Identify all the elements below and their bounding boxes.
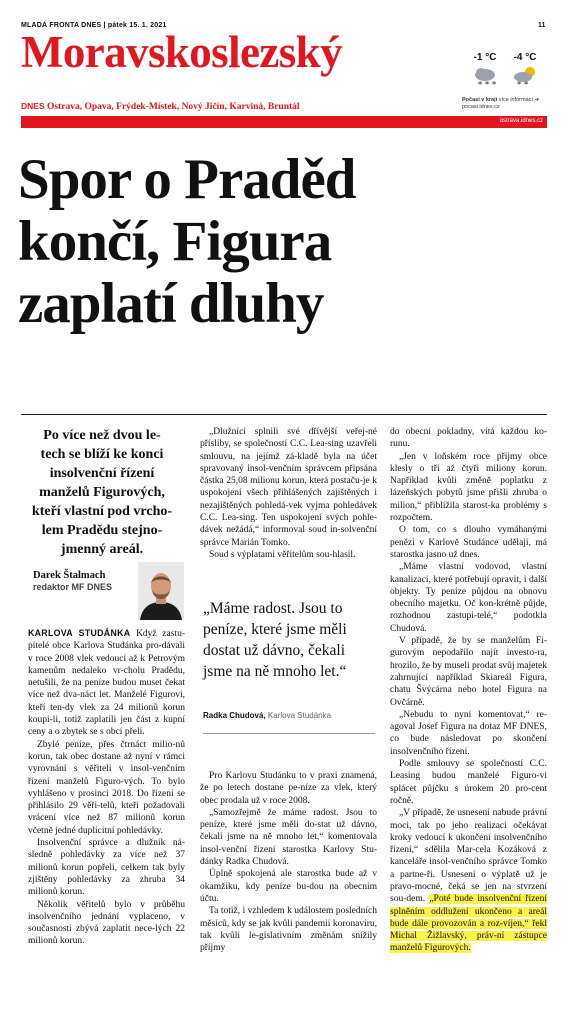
page-number: 11 xyxy=(538,22,546,29)
paragraph: Insolvenční správce a dlužník ná-sledně pohledávky za více než 37 milionů korun popřeli, celkem tak byly zjištěny pohledávky za zhruba 34 milionů korun. xyxy=(28,838,185,898)
arrow-right-icon: ➔ xyxy=(534,97,540,103)
sun-cloud-snow-icon xyxy=(512,66,538,88)
lead-paragraph xyxy=(27,426,177,559)
lead-line: insolvenční řízení xyxy=(49,466,155,481)
weather-today xyxy=(466,52,504,88)
headline-line: zaplatí dluhy xyxy=(18,272,324,335)
region-cities xyxy=(21,101,300,112)
author-role: redaktor MF DNES xyxy=(33,582,113,592)
weather-info[interactable] xyxy=(462,97,562,111)
paragraph: „Nebudu to nyní komentovat,“ re-agoval Josef Figura na dotaz MF DNES, co bude následovat po skončení insolvenčního řízení. xyxy=(390,709,547,757)
article-column-2 xyxy=(200,426,377,561)
edition-line: MLADÁ FRONTA DNES | pátek 15. 1. 2021 xyxy=(21,22,167,29)
pull-quote-source xyxy=(203,711,331,720)
paragraph: „Samozřejmě že máme radost. Jsou to peníze, které jsme měli do-stat už dávno, čekali jsme na ně mnoho let,“ komentovala insol-venční řízení starostka Karlovy Stu-dánky Radka Chudová. xyxy=(200,807,377,868)
weather-info-label: Počasí v kraji xyxy=(462,97,498,103)
paragraph: Ta totiž, i vzhledem k událostem posledních měsíců, kdy se jak kvůli pandemii koronaviru, tak kvůli le-gislativním změnám snížily příjmy xyxy=(200,906,377,954)
divider xyxy=(21,414,547,415)
headline xyxy=(18,149,558,335)
weather-tomorrow xyxy=(506,52,544,88)
paragraph-text: „V případě, že usnesení nabude právní moci, tak po jeho realizaci očekávat kroky vedoucí k ukončení insolvenčního řízení,“ sdělila Mar-cela Kozáková z kanceláře insol-venčního správce Tomko a partne-ři. Usnesení o výplatě už je pravo-mocné, čeká se jen na stvrzení sou-dem. xyxy=(390,808,547,905)
lead-line: Po více než dvou le- xyxy=(43,428,161,443)
cities-list: Ostrava, Opava, Frýdek-Místek, Nový Jičín, Karviná, Bruntál xyxy=(47,102,300,112)
paragraph: V případě, že by se manželům Fi-gurovým nepodařilo najít investo-ra, hrozilo, že by museli prodat svůj majetek zahrnující například Skiareál Figura, chatu Švýcárna nebo hotel Figura na Ovčárně. xyxy=(390,636,547,708)
svg-text:* * *: * * * xyxy=(478,80,497,88)
author-photo xyxy=(138,562,184,620)
headline-line: končí, Figura xyxy=(18,210,332,273)
pull-quote: „Máme radost. Jsou to peníze, které jsme měli dostat už dávno, čekali jsme na ně mnoho let.“ xyxy=(203,600,347,680)
paragraph xyxy=(390,807,547,955)
pull-quote-place: Karlova Studánka xyxy=(267,711,332,720)
weather-today-temp: -1 °C xyxy=(473,52,497,63)
quote-divider xyxy=(203,733,375,734)
lead-line: tech se blíží ke konci xyxy=(40,447,164,462)
section-bar xyxy=(21,116,547,128)
article-column-1 xyxy=(28,628,185,948)
paragraph: do obecní pokladny, vítá každou ko-runu. xyxy=(390,427,547,450)
site-link[interactable]: ostrava.idnes.cz xyxy=(499,118,543,124)
lead-line: jmenný areál. xyxy=(60,542,144,557)
paragraph: O tom, co s dlouho vymáhanými penězi v Karlově Studánce udělají, má starostka jasno už dnes. xyxy=(390,525,547,560)
dnes-tag: DNES xyxy=(21,101,45,111)
paragraph: Soud s výplatami věřitelům sou-hlasil. xyxy=(209,549,356,560)
paragraph: „Jen v loňském roce příjmy obce klesly o tři až čtyři miliony korun. Například kvůli změně poplatku z lázeňských pobytů jsme přišli zhruba o milion,“ přiblížila starost-ka problémy s rozpočtem. xyxy=(390,451,547,524)
paragraph: Zbylé peníze, přes čtrnáct milio-nů korun, tak obec dostane až nyní v rámci vyrovnání s věřiteli v insol-venčním řízení manželů Figuro-vých. To bylo vyhlášeno v prosinci 2018. Do řízení se přihlásilo 29 věři-telů, kteří požadovali vrácení více než 87 milionů korun včetně jedné duplicitní pohledávky. xyxy=(28,739,185,836)
highlighted-quote: „Poté bude insolvenční řízení splněním oddlužení ukončeno a areál bude dále provozován a roz-víjen,“ řekl Michal Žižlavský, práv-ní zástupce manželů Figurových. xyxy=(390,894,548,954)
lead-line: lem Pradědu stejno- xyxy=(41,523,163,538)
headline-line: Spor o Praděd xyxy=(18,148,356,211)
article-column-2-continued xyxy=(200,770,377,954)
paragraph: Podle smlouvy se společností C.C. Leasing budou manželé Figuro-vi splácet půjčku s úrokem 20 pro-cent ročně. xyxy=(390,759,547,806)
paragraph: Několik věřitelů bylo v průběhu insolvenčního jednání vyplaceno, v současnosti zbývá zaplatit nece-lých 22 milionů korun. xyxy=(28,899,185,947)
paragraph xyxy=(28,628,185,739)
lead-line: kteří vlastní pod vrcho- xyxy=(31,504,173,519)
article-column-3 xyxy=(390,426,547,955)
weather-tomorrow-temp: -4 °C xyxy=(513,52,537,63)
svg-text:* *: * * xyxy=(517,80,529,88)
dateline: KARLOVA STUDÁNKA xyxy=(28,628,131,638)
paragraph-text: Když zastu-pitelé obce Karlova Studánka pro-dávali v roce 2008 vlek vedoucí až k Petrovým kamenům nedaleko vr-cholu Pradědu, netušili, že na peníze budou muset čekat více než dva-náct let. Manželé Figurovi, kteří ten-dy vlek za 24 milionů korun koupi-li, totiž zaplatili jen část z kupní ceny a o zbytek se s obcí přeli. xyxy=(28,629,185,738)
paragraph: Pro Karlovu Studánku to v praxi znamená, že po letech dostane pe-níze za vlek, který obec prodala už v roce 2008. xyxy=(200,771,377,806)
cloud-snow-icon xyxy=(472,66,498,88)
paragraph: Úplně spokojená ale starostka bude až v okamžiku, kdy peníze bu-dou na obecním účtu. xyxy=(200,869,377,904)
masthead-title: Moravskoslezský xyxy=(21,27,342,77)
paragraph: „Dlužníci splnili své dřívější veřej-né přísliby, se společností C.C. Lea-sing uzavřeli smlouvu, na jejímž zá-kladě byla na účet spravovaný insol-venčním správcem připsána částka 25,08 milionu korun, která postaču-je k uspokojení všech přihlášených zajištěných i nezajištěných pohledá-vek vyjma pohledávek C.C. Lea-sing. Ten uspokojení svých pohle-dávek nežádá,“ informoval soud in-solvenční správce Marián Tomko. xyxy=(200,427,377,548)
pull-quote-name: Radka Chudová, xyxy=(203,711,266,720)
lead-line: manželů Figurových, xyxy=(39,485,165,500)
author-byline xyxy=(33,569,112,592)
weather-info-site: pocasi.idnes.cz xyxy=(462,103,500,110)
author-name: Darek Štalmach xyxy=(33,570,106,581)
paragraph: „Máme vlastní vodovod, vlastní kanalizaci, které potřebují opravit, i další objekty. Ty peníze půjdou na obnovu obecního majetku. Oč kon-krétně půjde, rozhodnou zastupi-telé,“ podotkla Chudová. xyxy=(390,562,547,634)
weather-info-more: více informací xyxy=(498,97,533,103)
